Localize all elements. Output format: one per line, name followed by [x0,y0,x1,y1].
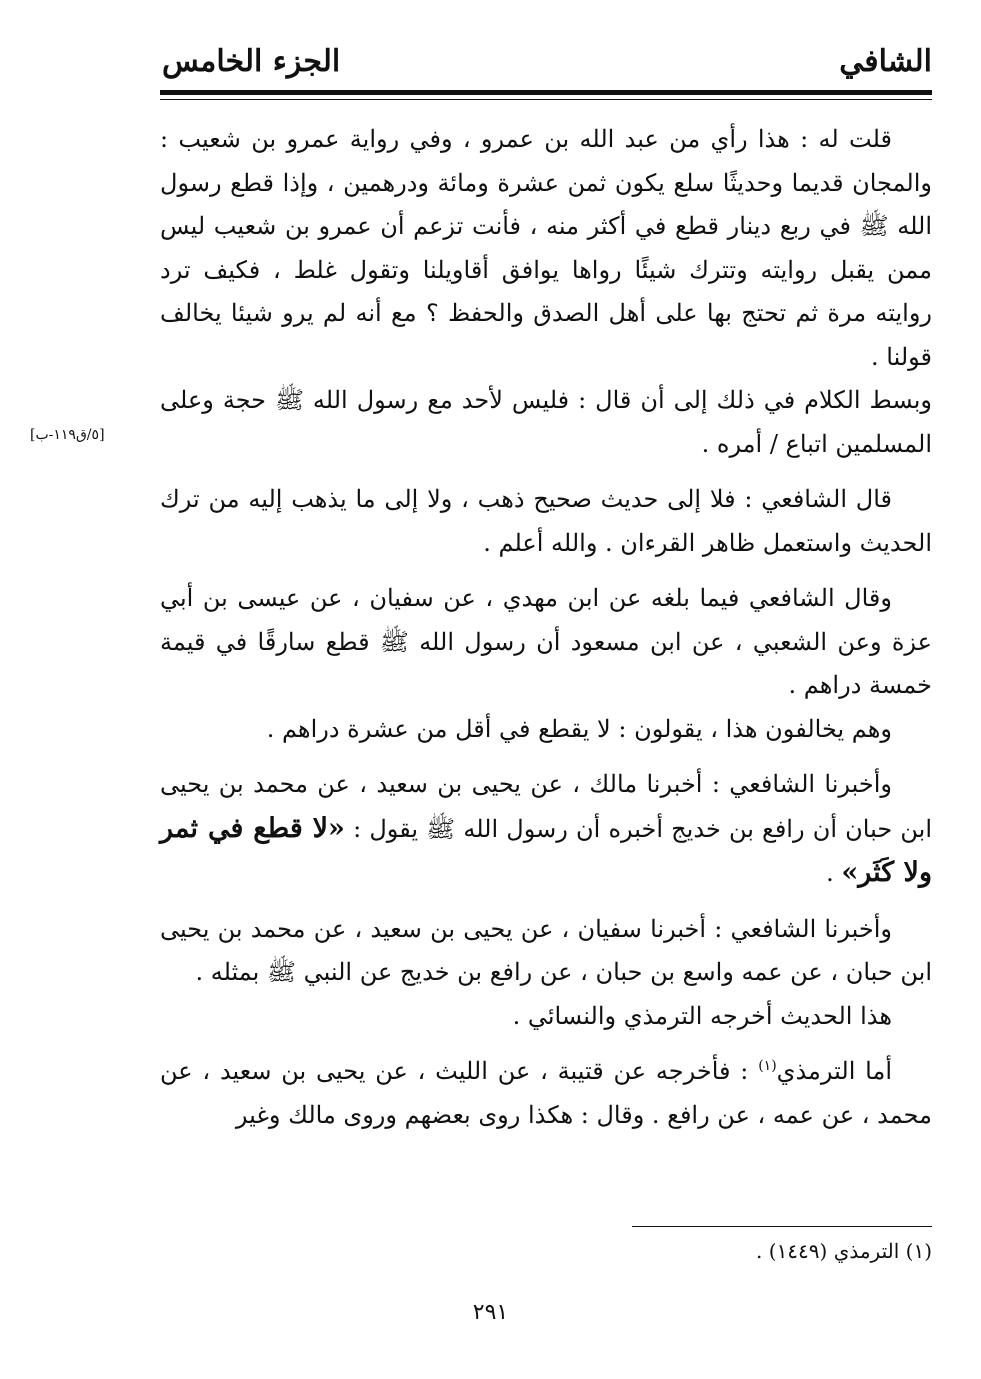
footnote-separator [632,1226,932,1227]
paragraph: وأخبرنا الشافعي : أخبرنا مالك ، عن يحيى بن سعيد ، عن محمد بن يحيى ابن حبان أن رافع بن خديج أخبره أن رسول الله ﷺ يقول : «لا قطع في ثمر ولا كَثَر» . [160,770,932,888]
paragraph: وهم يخالفون هذا ، يقولون : لا يقطع في أقل من عشرة دراهم . [266,714,892,743]
paragraph: وأخبرنا الشافعي : أخبرنا سفيان ، عن يحيى بن سعيد ، عن محمد بن يحيى ابن حبان ، عن عمه واسع بن حبان ، عن رافع بن خديج عن النبي ﷺ بمثله . [160,914,932,986]
footnote-reference: (١) [758,1058,777,1074]
paragraph: هذا الحديث أخرجه الترمذي والنسائي . [512,1001,892,1030]
paragraph: قال الشافعي : فلا إلى حديث صحيح ذهب ، ولا إلى ما يذهب إليه من ترك الحديث واستعمل ظاهر القرءان . والله أعلم . [160,485,932,557]
manuscript-folio-note: [٥/ق١١٩-ب] [30,427,105,443]
header-rule-thick [160,90,932,95]
paragraph: وبسط الكلام في ذلك إلى أن قال : فليس لأحد مع رسول الله ﷺ حجة وعلى المسلمين اتباع / أمره . [160,386,932,458]
paragraph: وقال الشافعي فيما بلغه عن ابن مهدي ، عن سفيان ، عن عيسى بن أبي عزة وعن الشعبي ، عن ابن مسعود أن رسول الله ﷺ قطع سارقًا في قيمة خمسة دراهم . [160,584,932,699]
page-number: ٢٩١ [472,1300,509,1325]
hadith-quote: «لا قطع في ثمر ولا كَثَر» [160,812,932,888]
volume-title: الجزء الخامس [162,44,341,79]
header-rule-thin [160,99,932,100]
paragraph-text: وأخبرنا الشافعي : أخبرنا مالك ، عن يحيى بن سعيد ، عن محمد بن يحيى ابن حبان أن رافع بن خديج أخبره أن رسول الله ﷺ يقول : [160,770,932,843]
paragraph-text: أما الترمذي [776,1057,892,1085]
paragraph-text: : فأخرجه عن قتيبة ، عن الليث ، عن يحيى بن سعيد ، عن محمد ، عن عمه ، عن رافع . وقال : هكذا روى بعضهم وروى مالك وغير [160,1057,932,1129]
main-text [160,118,932,1137]
paragraph: قلت له : هذا رأي من عبد الله بن عمرو ، وفي رواية عمرو بن شعيب : والمجان قديما وحديثًا سلع يكون ثمن عشرة ومائة ودرهمين ، وإذا قطع رسول الله ﷺ في ربع دينار قطع في أكثر منه ، فأنت تزعم أن عمرو بن شعيب ليس ممن يقبل روايته وتترك شيئًا رواها يوافق أقاويلنا وتقول غلط ، فكيف ترد روايته مرة ثم تحتج بها على أهل الصدق والحفظ ؟ مع أنه لم يرو شيئا يخالف قولنا . [160,125,932,371]
paragraph [160,1050,932,1137]
footnote: (١) الترمذي (١٤٤٩) . [756,1239,932,1263]
book-title: الشافي [839,44,932,79]
page-header [160,40,932,90]
